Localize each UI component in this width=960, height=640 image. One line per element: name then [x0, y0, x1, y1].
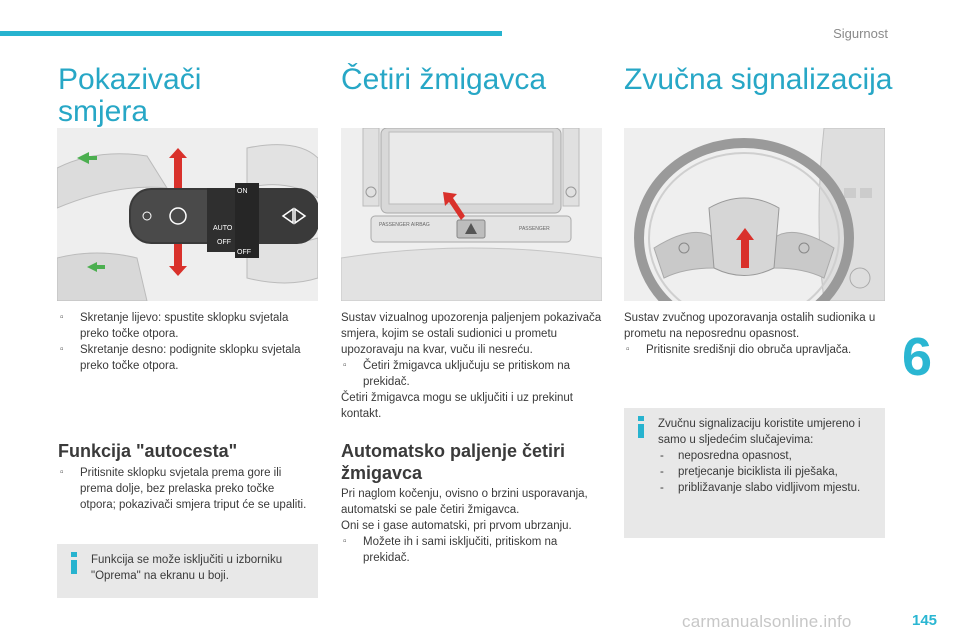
col1-bullets — [58, 310, 320, 374]
col3-info-text: Zvučnu signalizaciju koristite umjereno i samo u sljedećim slučajevima: - neposredna opasnost, - pretjecanje biciklista ili pješaka, - približavanje slabo vidljivom mjestu. — [658, 416, 878, 496]
col1-title — [58, 64, 201, 128]
list-item: - približavanje slabo vidljivom mjestu. — [660, 482, 861, 494]
light-stalk-icon — [57, 128, 318, 301]
col1-info-text: Funkcija se može isključiti u izborniku "Oprema" na ekranu u boji. — [91, 554, 283, 582]
watermark: carmanualsonline.info — [682, 612, 852, 631]
col2-intro: Sustav vizualnog upozorenja paljenjem pokazivača smjera, kojim se ostali sudionici u prometu upozoravaju na kvar, vuču ili nesreću. — [341, 312, 602, 356]
col1-sub-bullet: ▫ Pritisnite sklopku svjetala prema gore ili prema dolje, bez prelaska preko točke otpora; pokazivači smjera triput će se upaliti. — [60, 467, 307, 511]
svg-text:OFF: OFF — [237, 249, 251, 256]
hazard-switch-figure — [341, 128, 602, 301]
bullet: ▫ Možete ih i sami isključiti, pritiskom na prekidač. — [343, 536, 558, 564]
svg-text:ON: ON — [237, 188, 248, 195]
info-icon — [67, 552, 81, 574]
bullet: ▫ Pritisnite središnji dio obruča upravljača. — [626, 344, 852, 356]
bullet: ▫ Skretanje lijevo: spustite sklopku svjetala preko točke otpora. — [60, 312, 289, 340]
col2-sub-text: Pri naglom kočenju, ovisno o brzini usporavanja, automatski se pale četiri žmigavca. Oni se i gase automatski, pri prvom ubrzanju. ▫ Možete ih i sami isključiti, pritiskom na prekidač. — [341, 486, 603, 566]
svg-text:PASSENGER AIRBAG: PASSENGER AIRBAG — [379, 222, 430, 228]
list-item: - pretjecanje biciklista ili pješaka, — [660, 466, 838, 478]
col1-title-line2: smjera — [58, 95, 149, 128]
bullet: ▫ Skretanje desno: podignite sklopku svjetala preko točke otpora. — [60, 344, 301, 372]
steering-wheel-figure — [624, 128, 885, 301]
col3-info-box — [624, 408, 885, 538]
svg-text:PASSENGER: PASSENGER — [519, 226, 550, 232]
list-item: - neposredna opasnost, — [660, 450, 792, 462]
steering-wheel-icon — [624, 128, 885, 301]
col1-info-box — [57, 544, 318, 598]
svg-text:AUTO: AUTO — [213, 225, 233, 232]
col3-text — [624, 310, 886, 358]
info-icon — [634, 416, 648, 438]
section-title: Sigurnost — [833, 26, 888, 41]
bullet: ▫ Četiri žmigavca uključuju se pritiskom na prekidač. — [343, 360, 571, 388]
svg-text:OFF: OFF — [217, 239, 231, 246]
col3-intro: Sustav zvučnog upozoravanja ostalih sudionika u prometu na neposrednu opasnost. — [624, 312, 876, 340]
page-number: 145 — [912, 612, 938, 629]
col1-subtitle: Funkcija "autocesta" — [58, 441, 238, 461]
header-accent-bar — [0, 31, 502, 36]
light-stalk-figure — [57, 128, 318, 301]
col2-title: Četiri žmigavca — [341, 63, 547, 96]
col2-text — [341, 310, 603, 422]
chapter-number: 6 — [902, 327, 933, 387]
col1-title-line1: Pokazivači — [58, 63, 202, 96]
col2-outro: Četiri žmigavca mogu se uključiti i uz prekinut kontakt. — [341, 392, 574, 420]
col3-title: Zvučna signalizacija — [624, 63, 893, 96]
col2-subtitle: Automatsko paljenje četiri žmigavca — [341, 441, 566, 483]
